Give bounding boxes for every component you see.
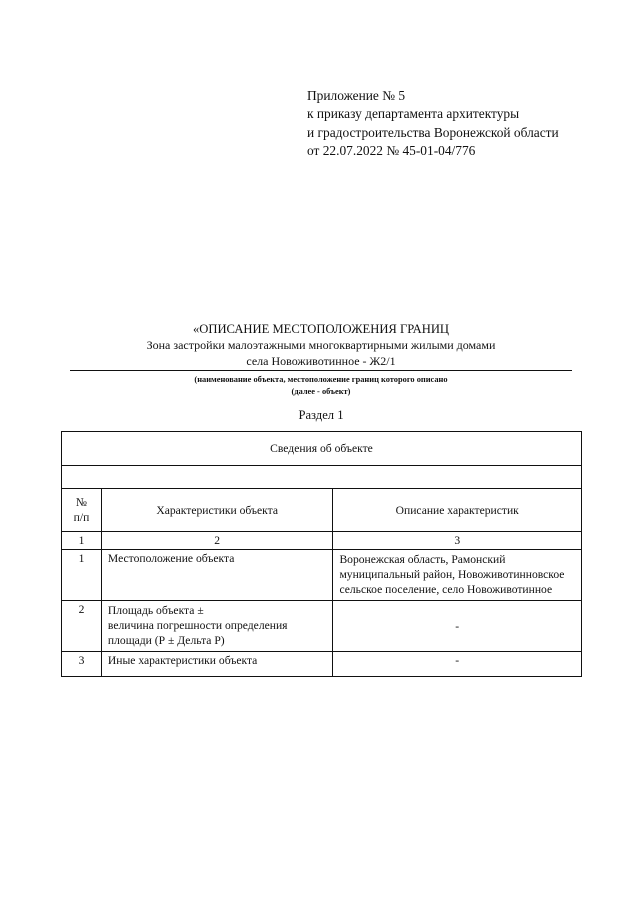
object-name-line-1: Зона застройки малоэтажными многоквартирными жилыми домами xyxy=(146,338,496,352)
column-number: 3 xyxy=(333,532,582,550)
column-number-row xyxy=(62,532,582,550)
header-num: № п/п xyxy=(62,489,102,532)
title-block xyxy=(70,321,572,423)
table-row xyxy=(62,601,582,652)
table-title-row xyxy=(62,432,582,466)
appendix-line-1: Приложение № 5 xyxy=(307,88,406,103)
header-description: Описание характеристик xyxy=(333,489,582,532)
column-number: 1 xyxy=(62,532,102,550)
appendix-line-2: к приказу департамента архитектуры xyxy=(307,106,520,122)
column-number: 2 xyxy=(101,532,333,550)
header-characteristic: Характеристики объекта xyxy=(101,489,333,532)
appendix-line-3: и градостроительства Воронежской области xyxy=(307,124,559,140)
table-empty-row xyxy=(62,466,582,489)
row-num: 1 xyxy=(62,550,102,601)
appendix-block xyxy=(307,87,559,161)
object-info-table xyxy=(61,431,582,677)
table-row xyxy=(62,652,582,677)
row-num: 2 xyxy=(62,601,102,652)
table-title: Сведения об объекте xyxy=(62,432,582,466)
appendix-line-4: от 22.07.2022 № 45-01-04/776 xyxy=(307,143,476,159)
object-name-line-2: села Новоживотинное - Ж2/1 xyxy=(246,354,396,368)
table-header-row xyxy=(62,489,582,532)
caption-line-2: (далее - объект) xyxy=(291,387,351,396)
row-characteristic: Местоположение объекта xyxy=(101,550,333,601)
row-description: - xyxy=(333,652,582,677)
document-title: «ОПИСАНИЕ МЕСТОПОЛОЖЕНИЯ ГРАНИЦ xyxy=(192,322,450,336)
row-description: - xyxy=(333,601,582,652)
row-description: Воронежская область, Рамонский муниципальный район, Новоживотинновское сельское поселение, село Новоживотинное xyxy=(333,550,582,601)
row-characteristic: Площадь объекта ± величина погрешности определения площади (Р ± Дельта Р) xyxy=(101,601,333,652)
table-empty-cell xyxy=(62,466,582,489)
object-name-underline xyxy=(70,370,572,371)
section-heading: Раздел 1 xyxy=(298,408,344,422)
caption-line-1: (наименование объекта, местоположение границ которого описано xyxy=(194,375,448,384)
row-characteristic: Иные характеристики объекта xyxy=(101,652,333,677)
row-num: 3 xyxy=(62,652,102,677)
table-row xyxy=(62,550,582,601)
